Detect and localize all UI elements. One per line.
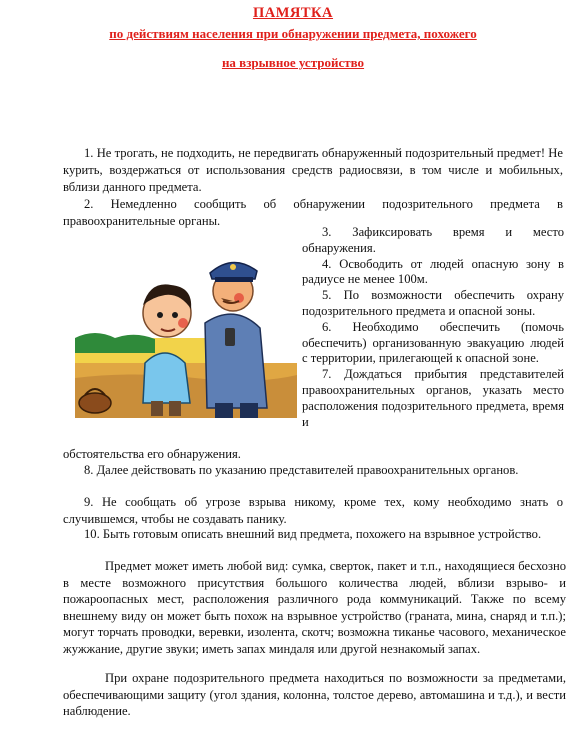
instruction-item-5: 5. По возможности обеспечить охрану подозрительного предмета и опасной зоны. — [302, 288, 564, 318]
instruction-item-4: 4. Освободить от людей опасную зону в радиусе не менее 100м. — [302, 256, 564, 287]
guarding-advice-paragraph: При охране подозрительного предмета находиться по возможности за предметами, обеспечивающими защиту (угол здания, колонна, толстое дерево, автомашина и т.д.), и вести наблюдение. — [63, 671, 566, 719]
instruction-item-7-continued: обстоятельства его обнаружения. — [63, 447, 241, 461]
instruction-item-10: 10. Быть готовым описать внешний вид предмета, похожего на взрывное устройство. — [84, 527, 542, 541]
page-subtitle-line1: по действиям населения при обнаружении предмета, похожего — [109, 26, 477, 41]
instruction-item-1: 1. Не трогать, не подходить, не передвигать обнаруженный подозрительный предмет! Не курить, воздержаться от использования средств радиосвязи, в том числе и мобильных, вблизи данного предмета. — [63, 146, 563, 194]
instruction-item-7: 7. Дождаться прибытия представителей правоохранительных органов, указать место расположения подозрительного предмета, время и — [302, 367, 564, 429]
boy-and-policeman-cartoon-icon — [75, 243, 297, 418]
instruction-item-6: 6. Необходимо обеспечить (помочь обеспечить) организованную эвакуацию людей с территории, прилегающей к опасной зоне. — [302, 319, 564, 366]
page-subtitle-line2: на взрывное устройство — [221, 55, 365, 70]
page-title: ПАМЯТКА — [252, 5, 334, 21]
instruction-item-9: 9. Не сообщать об угрозе взрыва никому, кроме тех, кому необходимо знать о случившемся, чтобы не создавать панику. — [63, 495, 563, 526]
right-column — [302, 225, 564, 430]
instruction-item-3: 3. Зафиксировать время и место обнаружения. — [302, 225, 564, 255]
instruction-item-2: 2. Немедленно сообщить об обнаружении подозрительного предмета в правоохранительные органы. — [63, 197, 563, 228]
instruction-item-8: 8. Далее действовать по указанию представителей правоохранительных органов. — [84, 463, 519, 477]
object-description-paragraph: Предмет может иметь любой вид: сумка, сверток, пакет и т.п., находящиеся бесхозно в месте возможного присутствия большого количества людей, вблизи взрыво- и пожароопасных мест, расположения различного рода коммуникаций. Также по всему внешнему виду он может быть похож на взрывное устройство (граната, мина, снаряд и т.п.); могут торчать проводки, веревки, изолента, скотч; возможна тиканье часового, механическое жужжание, другие звуки; иметь запах миндаля или другой незнакомый запах. — [63, 559, 566, 656]
